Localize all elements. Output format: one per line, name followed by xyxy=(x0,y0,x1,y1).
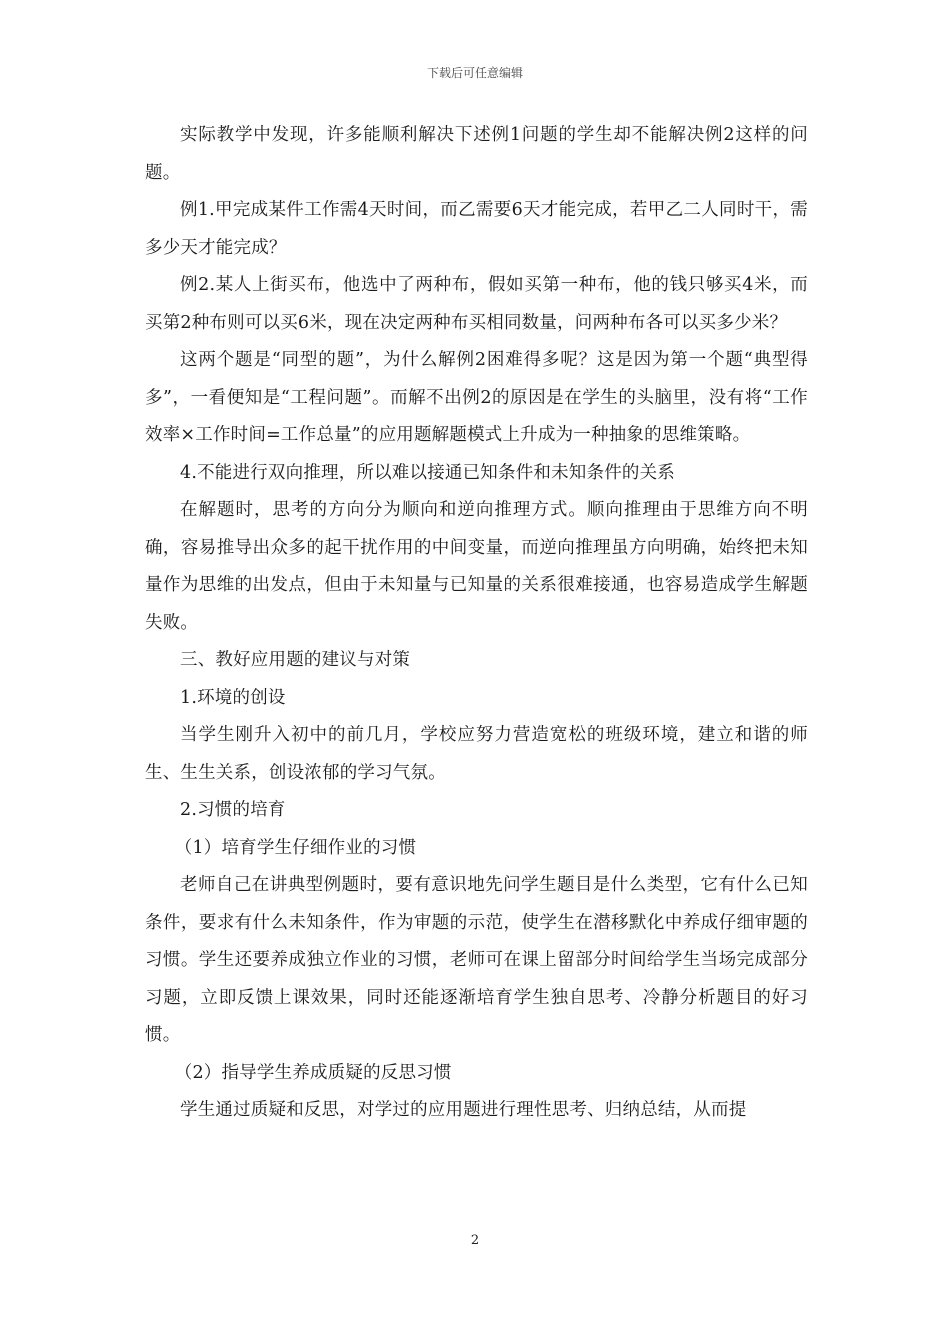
page-number: 2 xyxy=(470,1233,480,1248)
item-heading-reflection: （2）指导学生养成质疑的反思习惯 xyxy=(174,1062,452,1083)
paragraph-careful-work: 老师自己在讲典型例题时，要有意识地先问学生题目是什么类型，它有什么已知条件，要求有什么未知条件，作为审题的示范，使学生在潜移默化中养成仔细审题的习惯。学生还要养成独立作业的习惯，老师可在课上留部分时间给学生当场完成部分习题，立即反馈上课效果，同时还能逐渐培育学生独自思考、冷静分析题目的好习惯。 xyxy=(145,875,808,1045)
subsection-heading-environment: 1.环境的创设 xyxy=(180,687,286,708)
paragraph-analysis: 这两个题是“同型的题”，为什么解例2困难得多呢？这是因为第一个题“典型得多”，一看便知是“工程问题”。而解不出例2的原因是在学生的头脑里，没有将“工作效率×工作时间=工作总量”的应用题解题模式上升成为一种抽象的思维策略。 xyxy=(145,350,808,445)
subsection-heading-habits: 2.习惯的培育 xyxy=(180,800,286,820)
paragraph-example-2: 例2.某人上街买布，他选中了两种布，假如买第一种布，他的钱只够买4米，而买第2种布则可以买6米，现在决定两种布买相同数量，问两种布各可以买多少米？ xyxy=(145,275,808,333)
paragraph-environment: 当学生刚升入初中的前几月，学校应努力营造宽松的班级环境，建立和谐的师生、生生关系，创设浓郁的学习气氛。 xyxy=(145,725,808,783)
section-heading-3: 三、教好应用题的建议与对策 xyxy=(180,650,411,670)
paragraph-example-1: 例1.甲完成某件工作需4天时间，而乙需要6天才能完成，若甲乙二人同时干，需多少天才能完成？ xyxy=(145,200,808,258)
document-body xyxy=(145,117,808,1130)
section-heading-4: 4.不能进行双向推理，所以难以接通已知条件和未知条件的关系 xyxy=(180,462,675,483)
paragraph-reflection: 学生通过质疑和反思，对学过的应用题进行理性思考、归纳总结，从而提 xyxy=(180,1100,747,1120)
item-heading-careful-work: （1）培育学生仔细作业的习惯 xyxy=(174,837,417,858)
page-header: 下载后可任意编辑 xyxy=(426,66,523,80)
paragraph-intro: 实际教学中发现，许多能顺利解决下述例1问题的学生却不能解决例2这样的问题。 xyxy=(145,125,808,183)
paragraph-reasoning: 在解题时，思考的方向分为顺向和逆向推理方式。顺向推理由于思维方向不明确，容易推导出众多的起干扰作用的中间变量，而逆向推理虽方向明确，始终把未知量作为思维的出发点，但由于未知量与已知量的关系很难接通，也容易造成学生解题失败。 xyxy=(145,500,808,633)
